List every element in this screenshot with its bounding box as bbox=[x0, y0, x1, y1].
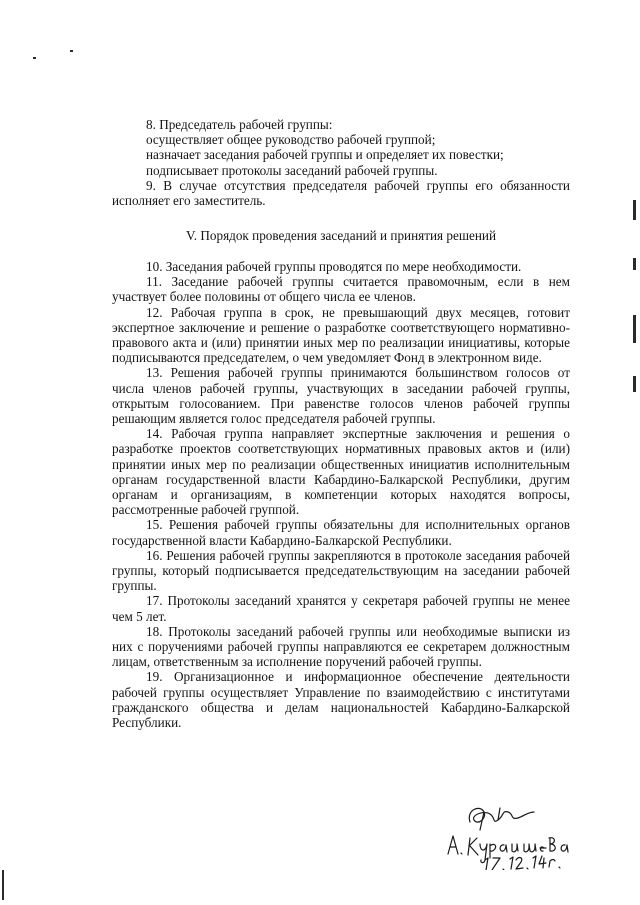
paragraph-11: 11. Заседание рабочей группы считается правомочным, если в нем участвует более половины от общего числа ее членов. bbox=[112, 274, 570, 305]
section-heading: V. Порядок проведения заседаний и принятия решений bbox=[185, 228, 497, 243]
scan-mark bbox=[633, 258, 636, 270]
section-v-body bbox=[112, 259, 570, 730]
handwritten-signature bbox=[440, 800, 590, 870]
paragraph-10: 10. Заседания рабочей группы проводятся по мере необходимости. bbox=[146, 259, 522, 274]
paragraph-8-item: назначает заседания рабочей группы и определяет их повестки; bbox=[146, 147, 504, 163]
scan-mark bbox=[633, 315, 636, 343]
scan-mark bbox=[2, 870, 4, 900]
paragraph-14: 14. Рабочая группа направляет экспертные заключения и решения о разработке проектов соответствующих нормативных правовых актов и (или) принятии иных мер по реализации общественных инициатив исполнительным органам государственной власти Кабардино-Балкарской Республики, другим органам и организациям, в компетенции которых находятся вопросы, рассмотренные рабочей группой. bbox=[112, 426, 570, 518]
section-top bbox=[112, 117, 570, 208]
paragraph-16: 16. Решения рабочей группы закрепляются в протоколе заседания рабочей группы, который подписывается председательствующим на заседании рабочей группы. bbox=[112, 547, 570, 594]
paragraph-19: 19. Организационное и информационное обеспечение деятельности рабочей группы осуществляет Управление по взаимодействию с институтами гражданского общества и делам национальностей Кабардино-Балкарской Республики. bbox=[112, 669, 570, 731]
paragraph-12: 12. Рабочая группа в срок, не превышающий двух месяцев, готовит экспертное заключение и решение о разработке соответствующего нормативно-правового акта и (или) принятии иных мер по реализации инициативы, которые подписываются председателем, о чем уведомляет Фонд в электронном виде. bbox=[112, 304, 570, 366]
scan-mark bbox=[633, 200, 636, 220]
paragraph-8-item: осуществляет общее руководство рабочей группой; bbox=[146, 132, 436, 148]
scan-mark bbox=[33, 57, 36, 59]
paragraph-13: 13. Решения рабочей группы принимаются большинством голосов от числа членов рабочей группы, участвующих в заседании рабочей группы, открытым голосованием. При равенстве голосов членов рабочей группы решающим является голос председателя рабочей группы. bbox=[112, 365, 570, 427]
paragraph-8-heading: 8. Председатель рабочей группы: bbox=[146, 117, 333, 132]
paragraph-8-item: подписывает протоколы заседаний рабочей группы. bbox=[146, 162, 438, 178]
paragraph-9: 9. В случае отсутствия председателя рабочей группы его обязанности исполняет его заместитель. bbox=[112, 177, 570, 209]
paragraph-15: 15. Решения рабочей группы обязательны для исполнительных органов государственной власти Кабардино-Балкарской Республики. bbox=[112, 517, 570, 548]
paragraph-17: 17. Протоколы заседаний хранятся у секретаря рабочей группы не менее чем 5 лет. bbox=[112, 593, 570, 624]
scan-mark bbox=[633, 376, 636, 392]
paragraph-18: 18. Протоколы заседаний рабочей группы или необходимые выписки из них с поручениями рабочей группы направляются ее секретарем должностным лицам, ответственным за исполнение поручений рабочей группы. bbox=[112, 623, 570, 670]
scan-mark bbox=[70, 50, 73, 52]
